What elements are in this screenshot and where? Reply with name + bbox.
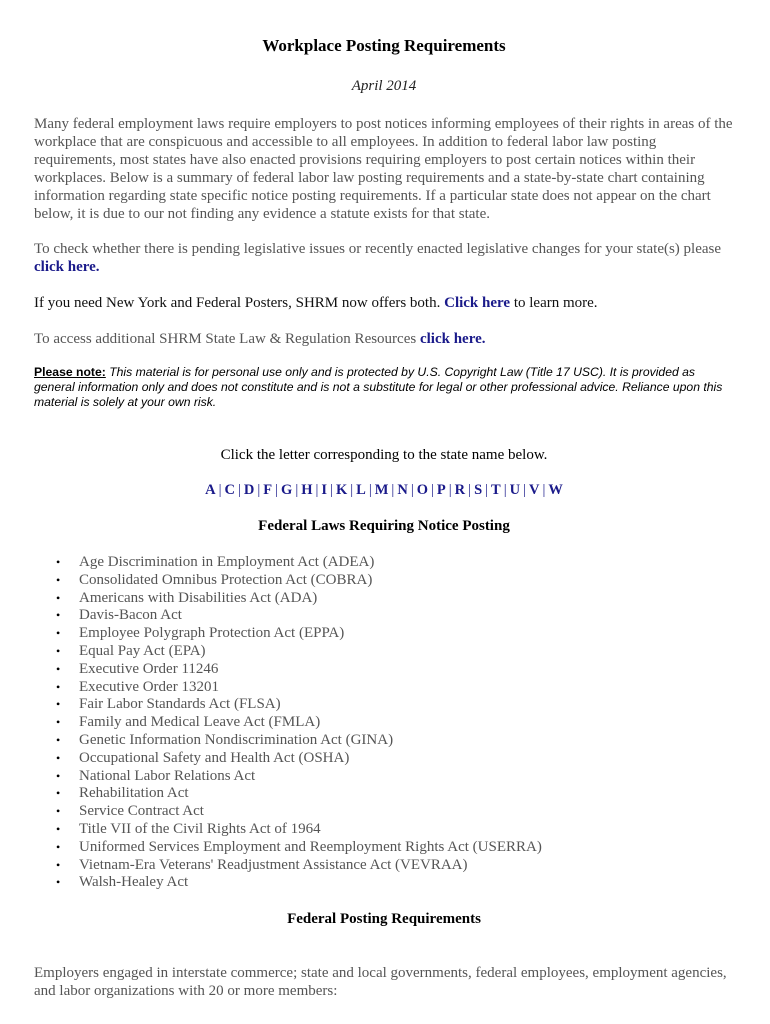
- list-item: [56, 679, 542, 697]
- law-name: Age Discrimination in Employment Act (ADEA): [79, 554, 375, 570]
- state-letter-link[interactable]: A: [205, 482, 216, 498]
- law-name: Family and Medical Leave Act (FMLA): [79, 714, 321, 731]
- list-item: [56, 643, 542, 661]
- employers-paragraph: Employers engaged in interstate commerce; state and local governments, federal employees, employment agencies, and labor organizations with 20 or more members:: [34, 965, 727, 999]
- note-label: Please note:: [34, 365, 106, 379]
- law-name: Americans with Disabilities Act (ADA): [79, 589, 318, 606]
- law-name: Service Contract Act: [79, 803, 204, 820]
- state-letter-link[interactable]: L: [356, 482, 366, 498]
- bullet-icon: •: [56, 875, 61, 890]
- posters-link[interactable]: Click here: [444, 295, 511, 311]
- law-name: Genetic Information Nondiscrimination Act (GINA): [79, 731, 394, 748]
- list-item: [56, 874, 542, 892]
- pending-legislation-text: To check whether there is pending legislative issues or recently enacted legislative changes for your state(s) please: [34, 241, 722, 257]
- bullet-icon: •: [56, 697, 61, 712]
- law-name: Occupational Safety and Health Act (OSHA): [79, 749, 350, 766]
- letter-separator: |: [368, 482, 372, 498]
- letter-separator: |: [315, 482, 319, 498]
- list-item: [56, 696, 542, 714]
- note-text: This material is for personal use only and is protected by U.S. Copyright Law (Title 17 USC). It is provided as general information only and does not constitute and is not a substitute for legal or other professional advice. Reliance upon this material is solely at your own risk.: [34, 365, 723, 409]
- law-name: Walsh-Healey Act: [79, 874, 189, 891]
- page-title: Workplace Posting Requirements: [262, 36, 506, 55]
- letter-separator: |: [503, 482, 507, 498]
- list-item: [56, 572, 542, 590]
- law-name: Title VII of the Civil Rights Act of 1964: [79, 820, 321, 837]
- posters-paragraph: [34, 294, 734, 312]
- resources-paragraph: [34, 330, 734, 348]
- state-letter-link[interactable]: T: [491, 482, 501, 498]
- list-item: [56, 821, 542, 839]
- bullet-icon: •: [56, 839, 61, 854]
- federal-posting-heading: Federal Posting Requirements: [287, 911, 481, 927]
- state-letter-link[interactable]: V: [529, 482, 540, 498]
- state-letter-link[interactable]: M: [374, 482, 389, 498]
- bullet-icon: •: [56, 643, 61, 658]
- bullet-icon: •: [56, 768, 61, 783]
- list-item: [56, 768, 542, 786]
- state-letter-link[interactable]: H: [301, 482, 313, 498]
- letter-separator: |: [523, 482, 527, 498]
- state-letter-link[interactable]: O: [416, 482, 428, 498]
- state-letter-link[interactable]: N: [397, 482, 408, 498]
- bullet-icon: •: [56, 821, 61, 836]
- law-name: Employee Polygraph Protection Act (EPPA): [79, 625, 345, 642]
- list-item: [56, 590, 542, 608]
- list-item: [56, 625, 542, 643]
- list-item: [56, 661, 542, 679]
- state-letter-link[interactable]: C: [224, 482, 235, 498]
- state-letter-link[interactable]: F: [263, 482, 273, 498]
- state-letter-index: [34, 482, 734, 499]
- list-item: [56, 750, 542, 768]
- federal-laws-heading: Federal Laws Requiring Notice Posting: [258, 518, 510, 534]
- letter-separator: |: [410, 482, 414, 498]
- pending-legislation-paragraph: [34, 240, 734, 276]
- law-name: Rehabilitation Act: [79, 785, 189, 802]
- letter-separator: |: [295, 482, 299, 498]
- bullet-icon: •: [56, 572, 61, 587]
- bullet-icon: •: [56, 750, 61, 765]
- state-letter-link[interactable]: S: [474, 482, 483, 498]
- state-letter-link[interactable]: R: [454, 482, 466, 498]
- state-letter-link[interactable]: D: [243, 482, 255, 498]
- letter-separator: |: [431, 482, 434, 498]
- list-item: [56, 607, 542, 625]
- resources-link[interactable]: click here.: [419, 331, 486, 347]
- list-item: [56, 714, 542, 732]
- list-item: [56, 785, 542, 803]
- bullet-icon: •: [56, 786, 61, 801]
- letter-separator: |: [237, 482, 241, 498]
- law-name: Executive Order 11246: [79, 660, 219, 677]
- resources-text: To access additional SHRM State Law & Regulation Resources: [34, 331, 420, 347]
- letter-separator: |: [391, 482, 395, 498]
- bullet-icon: •: [56, 661, 61, 676]
- pending-legislation-link[interactable]: click here.: [34, 259, 100, 275]
- bullet-icon: •: [56, 608, 61, 623]
- list-item: [56, 857, 542, 875]
- bullet-icon: •: [56, 715, 61, 730]
- list-item: [56, 554, 542, 572]
- law-name: Davis-Bacon Act: [79, 607, 182, 624]
- state-letter-link[interactable]: W: [548, 482, 563, 498]
- bullet-icon: •: [56, 555, 61, 569]
- list-item: [56, 803, 542, 821]
- posters-text-after: to learn more.: [510, 295, 598, 311]
- bullet-icon: •: [56, 626, 61, 641]
- law-name: National Labor Relations Act: [79, 767, 256, 784]
- bullet-icon: •: [56, 679, 61, 694]
- letter-separator: |: [350, 482, 354, 498]
- document-date: April 2014: [351, 78, 417, 94]
- state-letter-link[interactable]: G: [281, 482, 293, 498]
- posters-text: If you need New York and Federal Posters, SHRM now offers both.: [34, 295, 445, 311]
- bullet-icon: •: [56, 857, 61, 872]
- law-name: Uniformed Services Employment and Reemployment Rights Act (USERRA): [79, 838, 542, 855]
- law-name: Consolidated Omnibus Protection Act (COBRA): [79, 571, 373, 588]
- list-item: [56, 732, 542, 750]
- letter-separator: |: [468, 482, 472, 498]
- law-name: Executive Order 13201: [79, 678, 219, 695]
- bullet-icon: •: [56, 590, 61, 605]
- list-item: [56, 839, 542, 857]
- letter-separator: |: [330, 482, 333, 498]
- disclaimer-note: [34, 365, 734, 410]
- letter-separator: |: [218, 482, 222, 498]
- law-name: Fair Labor Standards Act (FLSA): [79, 696, 281, 713]
- bullet-icon: •: [56, 732, 61, 747]
- state-letter-link[interactable]: P: [436, 482, 446, 498]
- state-letter-link[interactable]: I: [321, 482, 328, 498]
- state-letter-link[interactable]: U: [509, 482, 521, 498]
- letter-separator: |: [485, 482, 489, 498]
- bullet-icon: •: [56, 804, 61, 819]
- state-letter-link[interactable]: K: [335, 482, 348, 498]
- letter-separator: |: [257, 482, 261, 498]
- letter-separator: |: [275, 482, 279, 498]
- letter-instruction: Click the letter corresponding to the state name below.: [220, 447, 548, 463]
- letter-separator: |: [542, 482, 546, 498]
- letter-separator: |: [448, 482, 452, 498]
- federal-laws-list: [56, 554, 542, 892]
- law-name: Vietnam-Era Veterans' Readjustment Assistance Act (VEVRAA): [79, 856, 468, 873]
- intro-paragraph: Many federal employment laws require employers to post notices informing employees of their rights in areas of the workplace that are conspicuous and accessible to all employees. In addition to federal labor law posting requirements, most states have also enacted provisions requiring employers to post certain notices within their workplaces. Below is a summary of federal labor law posting requirements and a state-by-state chart containing information regarding state specific notice posting requirements. If a particular state does not appear on the chart below, it is due to our not finding any evidence a statute exists for that state.: [34, 116, 733, 222]
- law-name: Equal Pay Act (EPA): [79, 642, 206, 659]
